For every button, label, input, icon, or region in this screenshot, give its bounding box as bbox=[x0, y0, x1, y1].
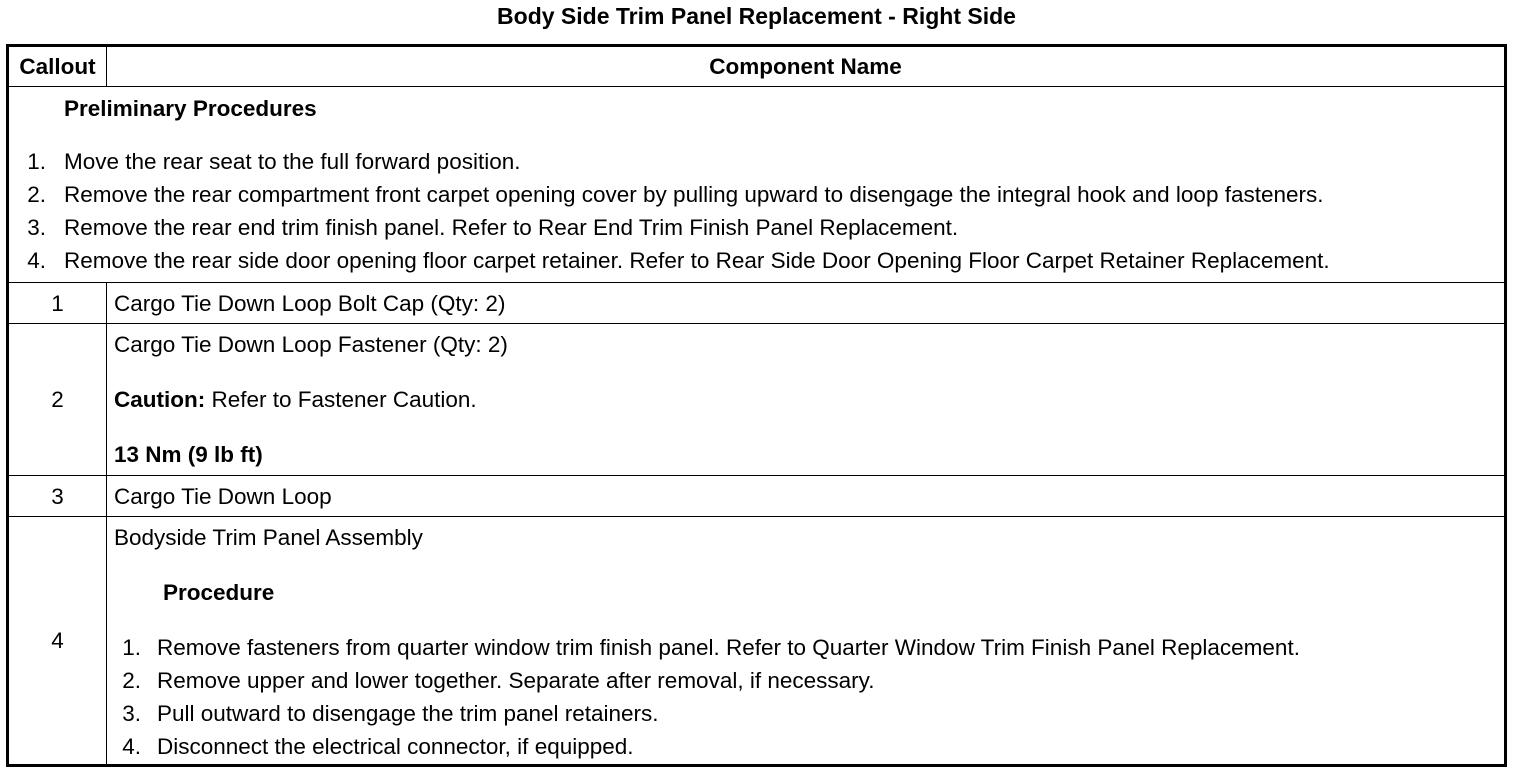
list-item bbox=[9, 244, 1504, 277]
header-row bbox=[8, 46, 1506, 87]
step-text: Remove the rear end trim finish panel. Refer to Rear End Trim Finish Panel Replacement. bbox=[64, 215, 959, 240]
component-name: Cargo Tie Down Loop bbox=[107, 476, 1506, 517]
step-text: Remove the rear side door opening floor carpet retainer. Refer to Rear Side Door Opening Floor Carpet Retainer Replacement. bbox=[64, 248, 1330, 273]
step-text: Pull outward to disengage the trim panel retainers. bbox=[157, 701, 659, 726]
list-item bbox=[114, 664, 1497, 697]
caution-note bbox=[114, 383, 1497, 416]
component-name: Cargo Tie Down Loop Fastener (Qty: 2) bbox=[114, 332, 508, 357]
step-number: 3. bbox=[27, 215, 46, 240]
step-number: 2. bbox=[122, 668, 141, 693]
preliminary-cell bbox=[8, 87, 1506, 283]
table-row bbox=[8, 517, 1506, 766]
step-text: Move the rear seat to the full forward position. bbox=[64, 149, 521, 174]
procedure-steps bbox=[114, 631, 1497, 763]
step-number: 3. bbox=[122, 701, 141, 726]
page-title: Body Side Trim Panel Replacement - Right Side bbox=[497, 3, 1016, 29]
callout-number: 2 bbox=[8, 324, 107, 476]
component-name-header: Component Name bbox=[107, 46, 1506, 87]
list-item bbox=[114, 730, 1497, 763]
step-number: 4. bbox=[122, 734, 141, 759]
list-item bbox=[9, 178, 1504, 211]
torque-spec: 13 Nm (9 lb ft) bbox=[114, 442, 263, 467]
callout-number: 1 bbox=[8, 283, 107, 324]
list-item bbox=[9, 145, 1504, 178]
preliminary-row bbox=[8, 87, 1506, 283]
callout-header: Callout bbox=[8, 46, 107, 87]
callout-number: 4 bbox=[8, 517, 107, 766]
procedure-table bbox=[6, 44, 1507, 767]
step-number: 4. bbox=[27, 248, 46, 273]
table-row bbox=[8, 283, 1506, 324]
component-cell bbox=[107, 517, 1506, 766]
list-item bbox=[114, 631, 1497, 664]
caution-label: Caution: bbox=[114, 387, 206, 412]
table-row bbox=[8, 476, 1506, 517]
step-number: 1. bbox=[27, 149, 46, 174]
table-row bbox=[8, 324, 1506, 476]
step-number: 2. bbox=[27, 182, 46, 207]
component-name: Cargo Tie Down Loop Bolt Cap (Qty: 2) bbox=[107, 283, 1506, 324]
procedure-heading: Procedure bbox=[163, 580, 275, 605]
step-text: Remove fasteners from quarter window trim finish panel. Refer to Quarter Window Trim Finish Panel Replacement. bbox=[157, 635, 1300, 660]
preliminary-heading: Preliminary Procedures bbox=[64, 96, 317, 121]
callout-number: 3 bbox=[8, 476, 107, 517]
step-number: 1. bbox=[122, 635, 141, 660]
preliminary-steps bbox=[9, 145, 1504, 277]
list-item bbox=[9, 211, 1504, 244]
step-text: Disconnect the electrical connector, if equipped. bbox=[157, 734, 634, 759]
step-text: Remove upper and lower together. Separate after removal, if necessary. bbox=[157, 668, 875, 693]
component-name: Bodyside Trim Panel Assembly bbox=[114, 525, 423, 550]
step-text: Remove the rear compartment front carpet opening cover by pulling upward to disengage the integral hook and loop fasteners. bbox=[64, 182, 1324, 207]
component-cell bbox=[107, 324, 1506, 476]
list-item bbox=[114, 697, 1497, 730]
caution-text: Refer to Fastener Caution. bbox=[205, 387, 477, 412]
